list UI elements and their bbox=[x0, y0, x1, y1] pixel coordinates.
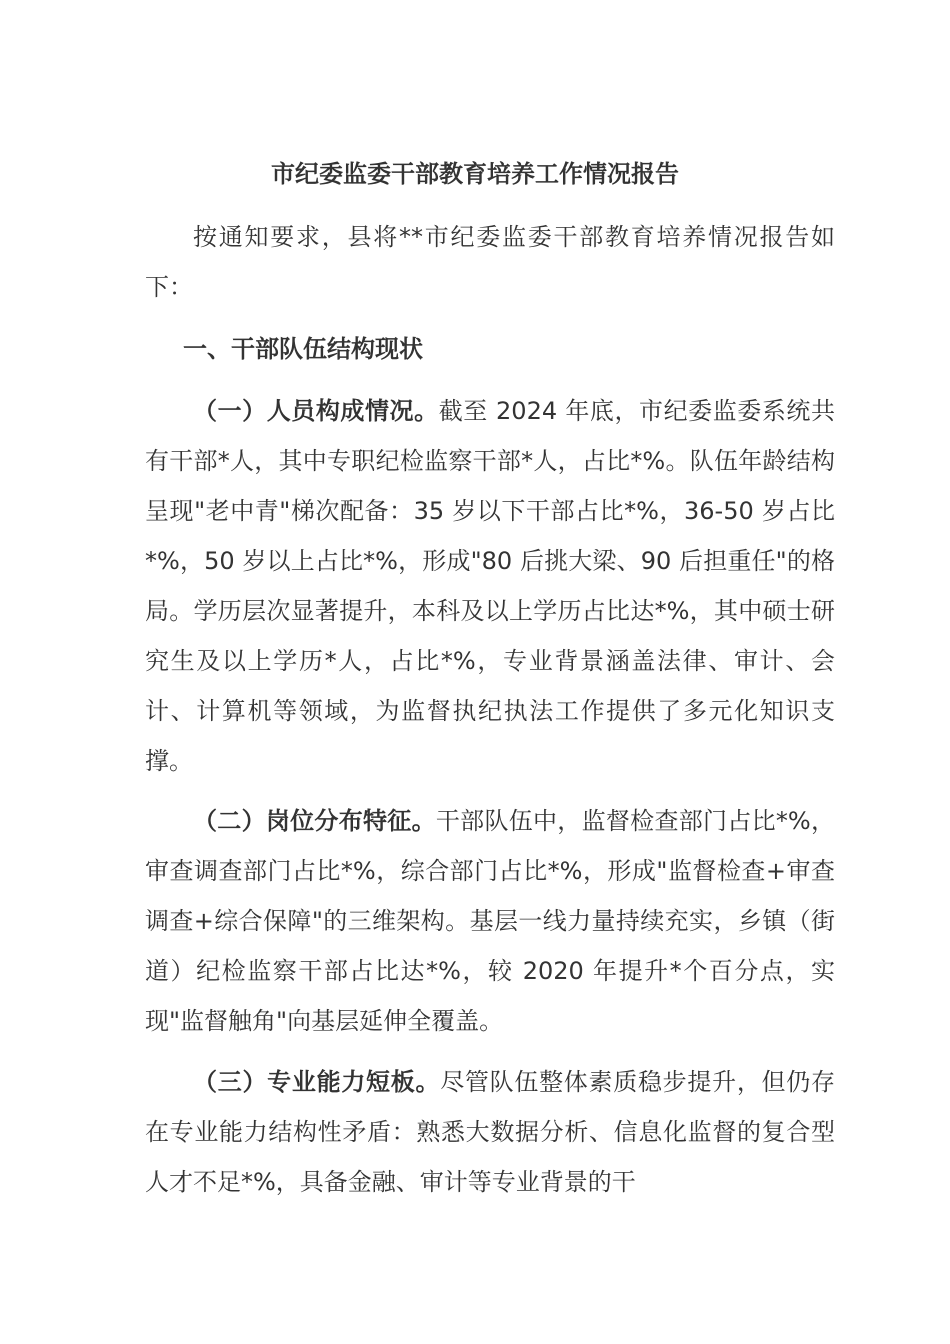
intro-paragraph: 按通知要求，县将**市纪委监委干部教育培养情况报告如下： bbox=[145, 223, 835, 301]
paragraph-lead: （三）专业能力短板。 bbox=[193, 1068, 441, 1096]
paragraph-body: 截至 2024 年底，市纪委监委系统共有干部*人，其中专职纪检监察干部*人，占比*%。队伍年龄结构呈现"老中青"梯次配备：35 岁以下干部占比*%，36-50 岁占比*%，50 岁以上占比*%，形成"80 后挑大梁、90 后担重任"的格局。学历层次显著提升，本科及以上学历占比达*%，其中硕士研究生及以上学历*人，占比*%，专业背景涵盖法律、审计、会计、计算机等领域，为监督执纪执法工作提供了多元化知识支撑。 bbox=[145, 397, 836, 775]
paragraph-body: 干部队伍中，监督检查部门占比*%，审查调查部门占比*%，综合部门占比*%，形成"监督检查+审查调查+综合保障"的三维架构。基层一线力量持续充实，乡镇（街道）纪检监察干部占比达*%，较 2020 年提升*个百分点，实现"监督触角"向基层延伸全覆盖。 bbox=[145, 807, 835, 1035]
section-heading: 一、干部队伍结构现状 bbox=[183, 335, 423, 363]
paragraph-lead: （二）岗位分布特征。 bbox=[193, 807, 436, 835]
paragraph-lead: （一）人员构成情况。 bbox=[193, 397, 439, 425]
paragraph-body: 尽管队伍整体素质稳步提升，但仍存在专业能力结构性矛盾：熟悉大数据分析、信息化监督的复合型人才不足*%，具备金融、审计等专业背景的干 bbox=[145, 1068, 836, 1196]
paragraph-capability-gaps bbox=[145, 1057, 835, 1207]
document-title: 市纪委监委干部教育培养工作情况报告 bbox=[271, 160, 679, 188]
paragraph-post-distribution bbox=[145, 796, 835, 1046]
paragraph-personnel-composition bbox=[145, 386, 835, 786]
